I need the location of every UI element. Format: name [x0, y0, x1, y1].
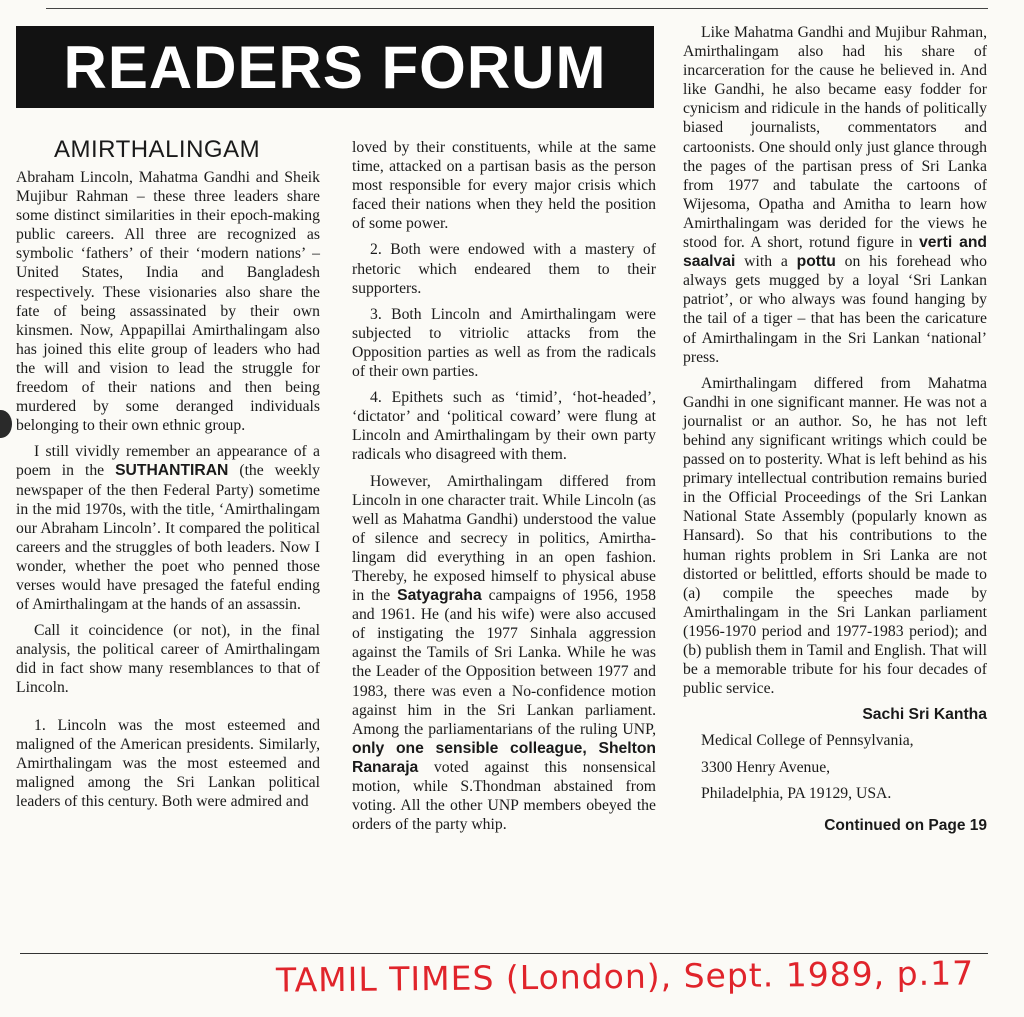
paragraph: Amirthalingam differed from Mahatma Gandhi in one significant manner. He was not a journalist or an author. So, he has not left behind any significant writings which could be passed on to posterity. What is left behind as his primary intellectual contribution remains buried in the Official Proceedings of the Sri Lankan National State Assembly (popularly known as Hansard). So that his contributions to the human rights problem in Sri Lanka are not distorted or belittled, efforts should be made to (a) compile the speeches made by Amirthalingam in the Sri Lankan parliament (1956-1970 period and 1977-1983 period); and (b) publish them in Tamil and English. That will be a memorable tribute for his four decades of public service. [683, 374, 987, 698]
column-3 [683, 23, 987, 835]
emphasis: Satyagraha [397, 587, 482, 605]
emphasis: verti and saalvai [683, 234, 988, 271]
emphasis: only one sensible colleague, Shelton Ranaraja [352, 739, 656, 776]
masthead-title: READERS FORUM [63, 33, 607, 101]
paragraph: 3. Both Lincoln and Amirthalingam were subjected to vitriolic attacks from the Opposition parties as well as from the radicals of their own parties. [352, 305, 656, 381]
paragraph: However, Amirthalingam differed from Lincoln in one character trait. While Lincoln (as well as Mahatma Gandhi) understood the value of silence and secrecy in politics, Amirthalingam did everything in an open fashion. Thereby, he exposed himself to physical abuse in the Satyagraha campaigns of 1956, 1958 and 1961. He (and his wife) were also accused of instigating the 1977 Sinhala aggression against the Tamils of Sri Lanka. While he was the Leader of the Opposition between 1977 and 1983, there was even a No-confidence motion against him in the Sri Lankan parliament. Among the parliamentarians of the ruling UNP, only one sensible colleague, Shelton Ranaraja voted against this nonsensical motion, while S.Thondman abstained from voting. All the other UNP members obeyed the orders of the party whip. [352, 472, 656, 834]
paragraph: I still vividly remember an appearance of a poem in the SUTHANTIRAN (the weekly newspaper of the then Federal Party) sometime in the mid 1970s, with the title, ‘Amirthalingam our Abraham Lincoln’. It compared the political careers and the struggles of both leaders. Now I wonder, whether the poet who penned those verses would have presaged the fateful ending of Amirthalingam at the hands of an assassin. [16, 443, 320, 614]
address-line: Philadelphia, PA 19129, USA. [701, 785, 892, 803]
paragraph: Call it coincidence (or not), in the final analysis, the political career of Amirthalingam did in fact show many resemblances to that of Lincoln. [16, 622, 320, 697]
paragraph: 2. Both were endowed with a mastery of rhetoric which endeared them to their supporters. [352, 241, 656, 297]
top-rule [46, 8, 988, 9]
emphasis: pottu [796, 253, 836, 271]
masthead-banner [16, 26, 654, 108]
column-1 [16, 168, 320, 818]
continued-note: Continued on Page 19 [824, 816, 987, 834]
binder-hole [0, 410, 12, 438]
author-name: Sachi Sri Kantha [862, 706, 987, 724]
paragraph: loved by their constituents, while at the same time, attacked on a partisan basis as the person most responsible for every major crisis which faced their nations when they held the position of some power. [352, 139, 656, 233]
paragraph: Like Mahatma Gandhi and Mujibur Rahman, Amirthalingam also had his share of incarceration for the cause he believed in. And like Gandhi, he also became easy fodder for cynicism and ridicule in the hands of politically biased journalists, commentators and cartoonists. One should only just glance through the pages of the partisan press of Sri Lanka from 1977 and tabulate the cartoons of Wijesoma, Opatha and Amitha to learn how Amirthalingam was derided for the views he stood for. A short, rotund figure in verti and saalvai with a pottu on his forehead who always gets mugged by a loyal ‘Sri Lankan patriot’, or who always was found hanging by the tail of a tiger – that has been the caricature of Amirthalingam in the Sri Lankan ‘national’ press. [683, 24, 988, 366]
column-2 [352, 138, 656, 841]
address-line: Medical College of Pennsylvania, [701, 732, 914, 750]
newspaper-name: SUTHANTIRAN [115, 462, 229, 480]
article-title: AMIRTHALINGAM [54, 136, 261, 163]
paragraph: 1. Lincoln was the most esteemed and maligned of the American presidents. Similarly, Amirthalingam was the most esteemed and maligned among the Sri Lankan political leaders of this century. Both were admired and [16, 716, 320, 810]
paragraph: 4. Epithets such as ‘timid’, ‘hot-headed’, ‘dictator’ and ‘political coward’ were flung at Lincoln and Amirthalingam by their own party radicals who disagreed with them. [352, 389, 656, 464]
address-line: 3300 Henry Avenue, [701, 758, 831, 776]
paragraph: Abraham Lincoln, Mahatma Gandhi and Sheik Mujibur Rahman – these three leaders share some distinct similarities in their epoch-making public careers. All three are recognized as symbolic ‘fathers’ of their ‘modern nations’ – United States, India and Bangladesh respectively. These visionaries also share the fate of being assassinated by their own kinsmen. Now, Appapillai Amirthalingam also has joined this elite group of leaders who had the will and vision to lead the struggle for freedom of their nations and then being murdered by some deranged individuals belonging to their own ethnic group. [16, 169, 320, 435]
handwritten-citation: TAMIL TIMES (London), Sept. 1989, p.17 [275, 953, 975, 1000]
